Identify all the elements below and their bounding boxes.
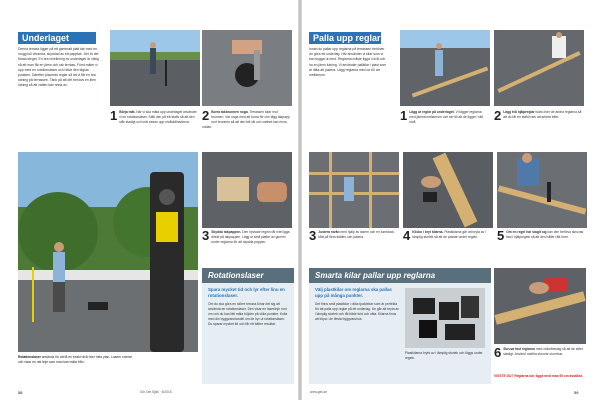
step-right-1: 1 Lägg ut reglar på underlaget. Vi lägger reglarna med jämna mellanrum och ser till att de ligger i rätt nivå.	[400, 108, 484, 124]
footer-left-text: Gör Det Själv · 6/2015	[140, 390, 172, 394]
photo-rotationslaser-man	[18, 152, 198, 352]
footer-right-text: www.gds.se	[310, 390, 328, 394]
footer-right: 59	[574, 390, 579, 395]
step-right-5: 5 Om en regel har slagit sig kan den behöva skruvas fast i hjälpregeln så att den håller rätt form.	[497, 228, 584, 243]
section-heading-palla-upp-reglar: Palla upp reglar	[309, 32, 381, 44]
photo-wedges	[403, 152, 493, 228]
photo-adjust-level	[309, 152, 399, 228]
photo-roof-laser	[110, 30, 200, 106]
photo-helper-beams	[494, 30, 584, 106]
step-right-2: 2 Lägg två hjälpreglar tvärs över de andra reglarna så att du får en stabil ram att arbeta efter.	[494, 108, 582, 123]
intro-text-left: Denna terrass ligger på ett gammalt platt tak med en mogg full veranda, skyddad av ett papptak. Det är det första steget. En bra nivellering av underlaget är viktig så att man får en jämn och rak terrass. Först mäter vi upp med en rotationslaser och hittar den lägsta punkten. Därefter placeras reglar så att vi får en bra lutning på terrassen. Tänk på att det behövs en liten lutning så att vatten kan rinna av.	[18, 47, 99, 88]
step-left-1: 1 Börja mät. När vi ska mäta upp underlaget använder vi en rotationslaser. Ställ den på ett stativ så att den står stadigt och mät sedan upp nivåskillnaderna.	[110, 108, 197, 124]
footer-left: 58	[18, 390, 23, 395]
photo-lay-out-beams	[400, 30, 490, 106]
box-smarta-kilar	[309, 268, 491, 384]
box-smarta-kilar-title: Smarta kilar pallar upp reglarna	[309, 268, 491, 283]
step-right-6: 6 Skruva fast reglarna med vinkelbeslag så att de sitter stadigt. Använd rostfria skruvar utomhus.	[494, 345, 583, 360]
intro-text-right: Innan du pallar upp reglarna på terrassen behöver du göra ett underlag. Här använder vi kilar som vi kan bygga ut med. Reglarna måste ligga i nivå och ha en jämn lutning. Vi använder pallkilar i plast som är lätta att justera. Lägg reglarna med ca 60 cm mellanrum.	[309, 47, 387, 78]
box-rotationslaser-subtitle: Spara mycket tid och lyr efter linu en rotationslaser.	[208, 287, 285, 298]
box-rotationslaser-title: Rotationslaser	[202, 268, 294, 283]
photo-protect-roofing	[202, 152, 292, 228]
box-smarta-kilar-subtitle: Välj plastkilar om reglarna ska pallas upp på många punkter.	[315, 287, 392, 298]
box-rotationslaser	[202, 268, 294, 384]
step-right-4: 4 Klicka i bryt kilarna. Plastkilarna går att bryta av i lämplig storlek så att de passar under regeln.	[403, 228, 486, 243]
photo-roof-drain	[202, 30, 292, 106]
box-smarta-kilar-text: Det finns små plastkilar i olika tjocklekar som är perfekta för att palla upp reglar på ett underlag. De går att bryta av i lämplig storlek och tål både fukt och väta. Kilarna finns att köpa i de flesta byggvaruhus.	[315, 302, 399, 321]
caption-rotationslaser: Rotationslaser används för att få en exakt nivå över hela ytan. Lasern roterar och visar en rak linje som man kan mäta från.	[18, 355, 132, 364]
photo-plastic-wedges	[405, 288, 485, 348]
page-gutter	[298, 0, 302, 400]
photo-screw-beams	[494, 268, 586, 344]
step-left-2: 2 Borra takbrunnen noga. Terrassen lutar mot brunnen. Var noga med att borra för och lägg takpapp runt brunnen så att den blir tät och vattnet kan rinna undan.	[202, 108, 290, 129]
box-smarta-kilar-caption: Plastkilarna bryts av i lämplig storlek och läggs under regeln.	[405, 351, 483, 360]
photo-bent-beam	[497, 152, 587, 228]
step-left-3: 3 Skydda takpappen. Den hyvlade regeln får inte ligga direkt på takpappen. Lägg ut små plattor av gummi under reglarna för att skydda pappen.	[202, 228, 290, 244]
step-right-3: 3 Justera nivån med hjälp av lasern och en tumstock. Mät på flera ställen och justera.	[309, 228, 395, 243]
section-heading-underlaget: Underlaget	[18, 32, 96, 44]
box-rotationslaser-text: Om du ska göra en större terrass lönar det sig att använda en rotationslaser. Den visar en laserlinje runt om och du kan lätt mäta höjden på olika punkter. Kolla med din byggvaruhandel om de hyr ut rotationslaser. Du sparar mycket tid och får ett bättre resultat.	[208, 302, 288, 326]
tip-note: VISSTE DU? Reglarna bör ligga med max 60 cm avstånd.	[494, 374, 584, 378]
